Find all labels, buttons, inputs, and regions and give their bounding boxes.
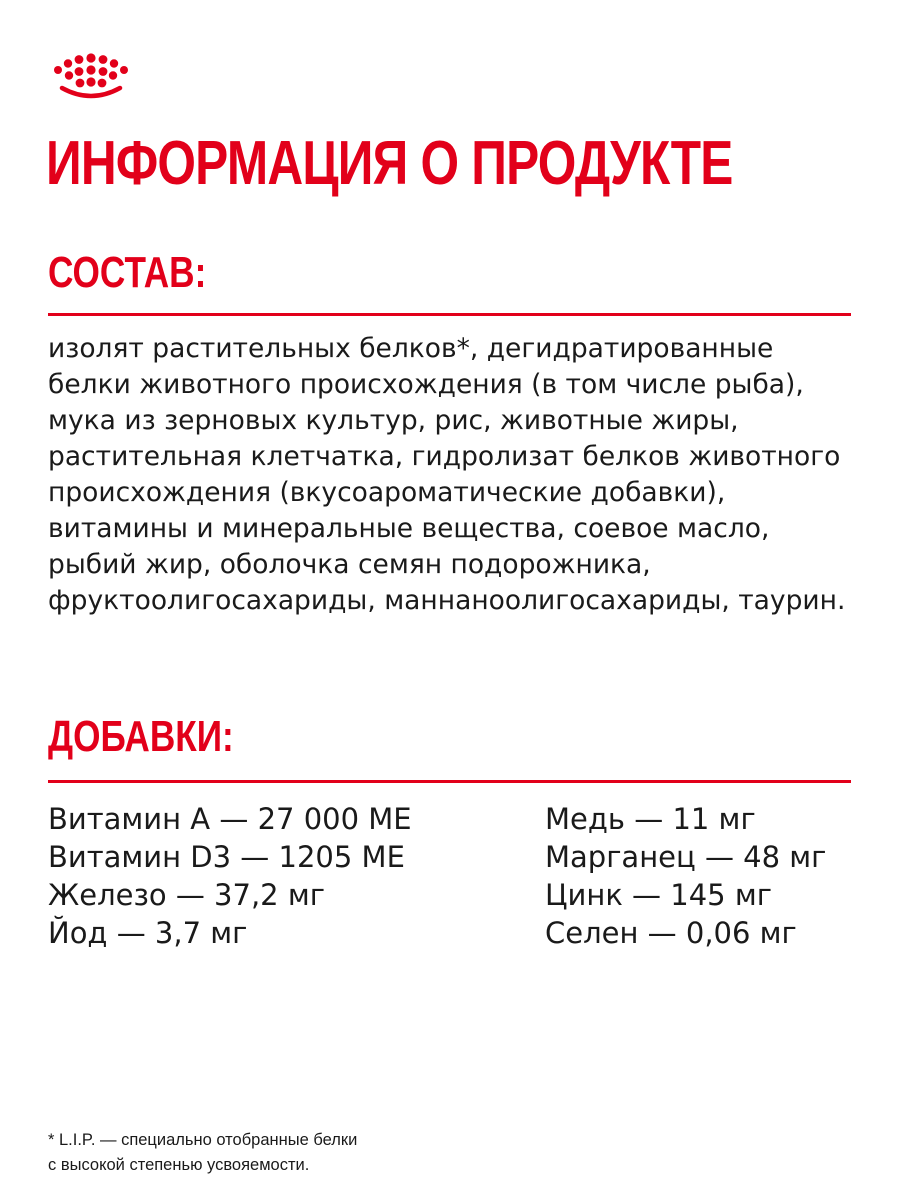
footnote (48, 1128, 648, 1178)
page-title: ИНФОРМАЦИЯ О ПРОДУКТЕ (46, 129, 733, 198)
additive-item: Медь — 11 мг (545, 802, 756, 836)
composition-divider (48, 313, 851, 316)
additive-item: Витамин А — 27 000 МЕ (48, 802, 412, 836)
additives-divider (48, 780, 851, 783)
additive-item: Селен — 0,06 мг (545, 916, 797, 950)
additive-item: Цинк — 145 мг (545, 878, 772, 912)
crown-icon (46, 50, 136, 102)
additives-list-right (545, 800, 826, 952)
additive-item: Витамин D3 — 1205 МЕ (48, 840, 405, 874)
composition-heading: СОСТАВ: (48, 248, 207, 297)
additive-item: Йод — 3,7 мг (48, 916, 248, 950)
additives-list-left (48, 800, 412, 952)
footnote-line: * L.I.P. — специально отобранные белки (48, 1131, 358, 1149)
footnote-line: с высокой степенью усвояемости. (48, 1156, 310, 1174)
additive-item: Марганец — 48 мг (545, 840, 827, 874)
additives-heading: ДОБАВКИ: (48, 712, 234, 761)
additive-item: Железо — 37,2 мг (48, 878, 325, 912)
composition-text: изолят растительных белков*, дегидратированные белки животного происхождения (в том числе рыба), мука из зерновых культур, рис, животные жиры, растительная клетчатка, гидролизат белков животного происхождения (вкусоароматические добавки), витамины и минеральные вещества, соевое масло, рыбий жир, оболочка семян подорожника, фруктоолигосахариды, маннаноолигосахариды, таурин. (48, 333, 846, 616)
